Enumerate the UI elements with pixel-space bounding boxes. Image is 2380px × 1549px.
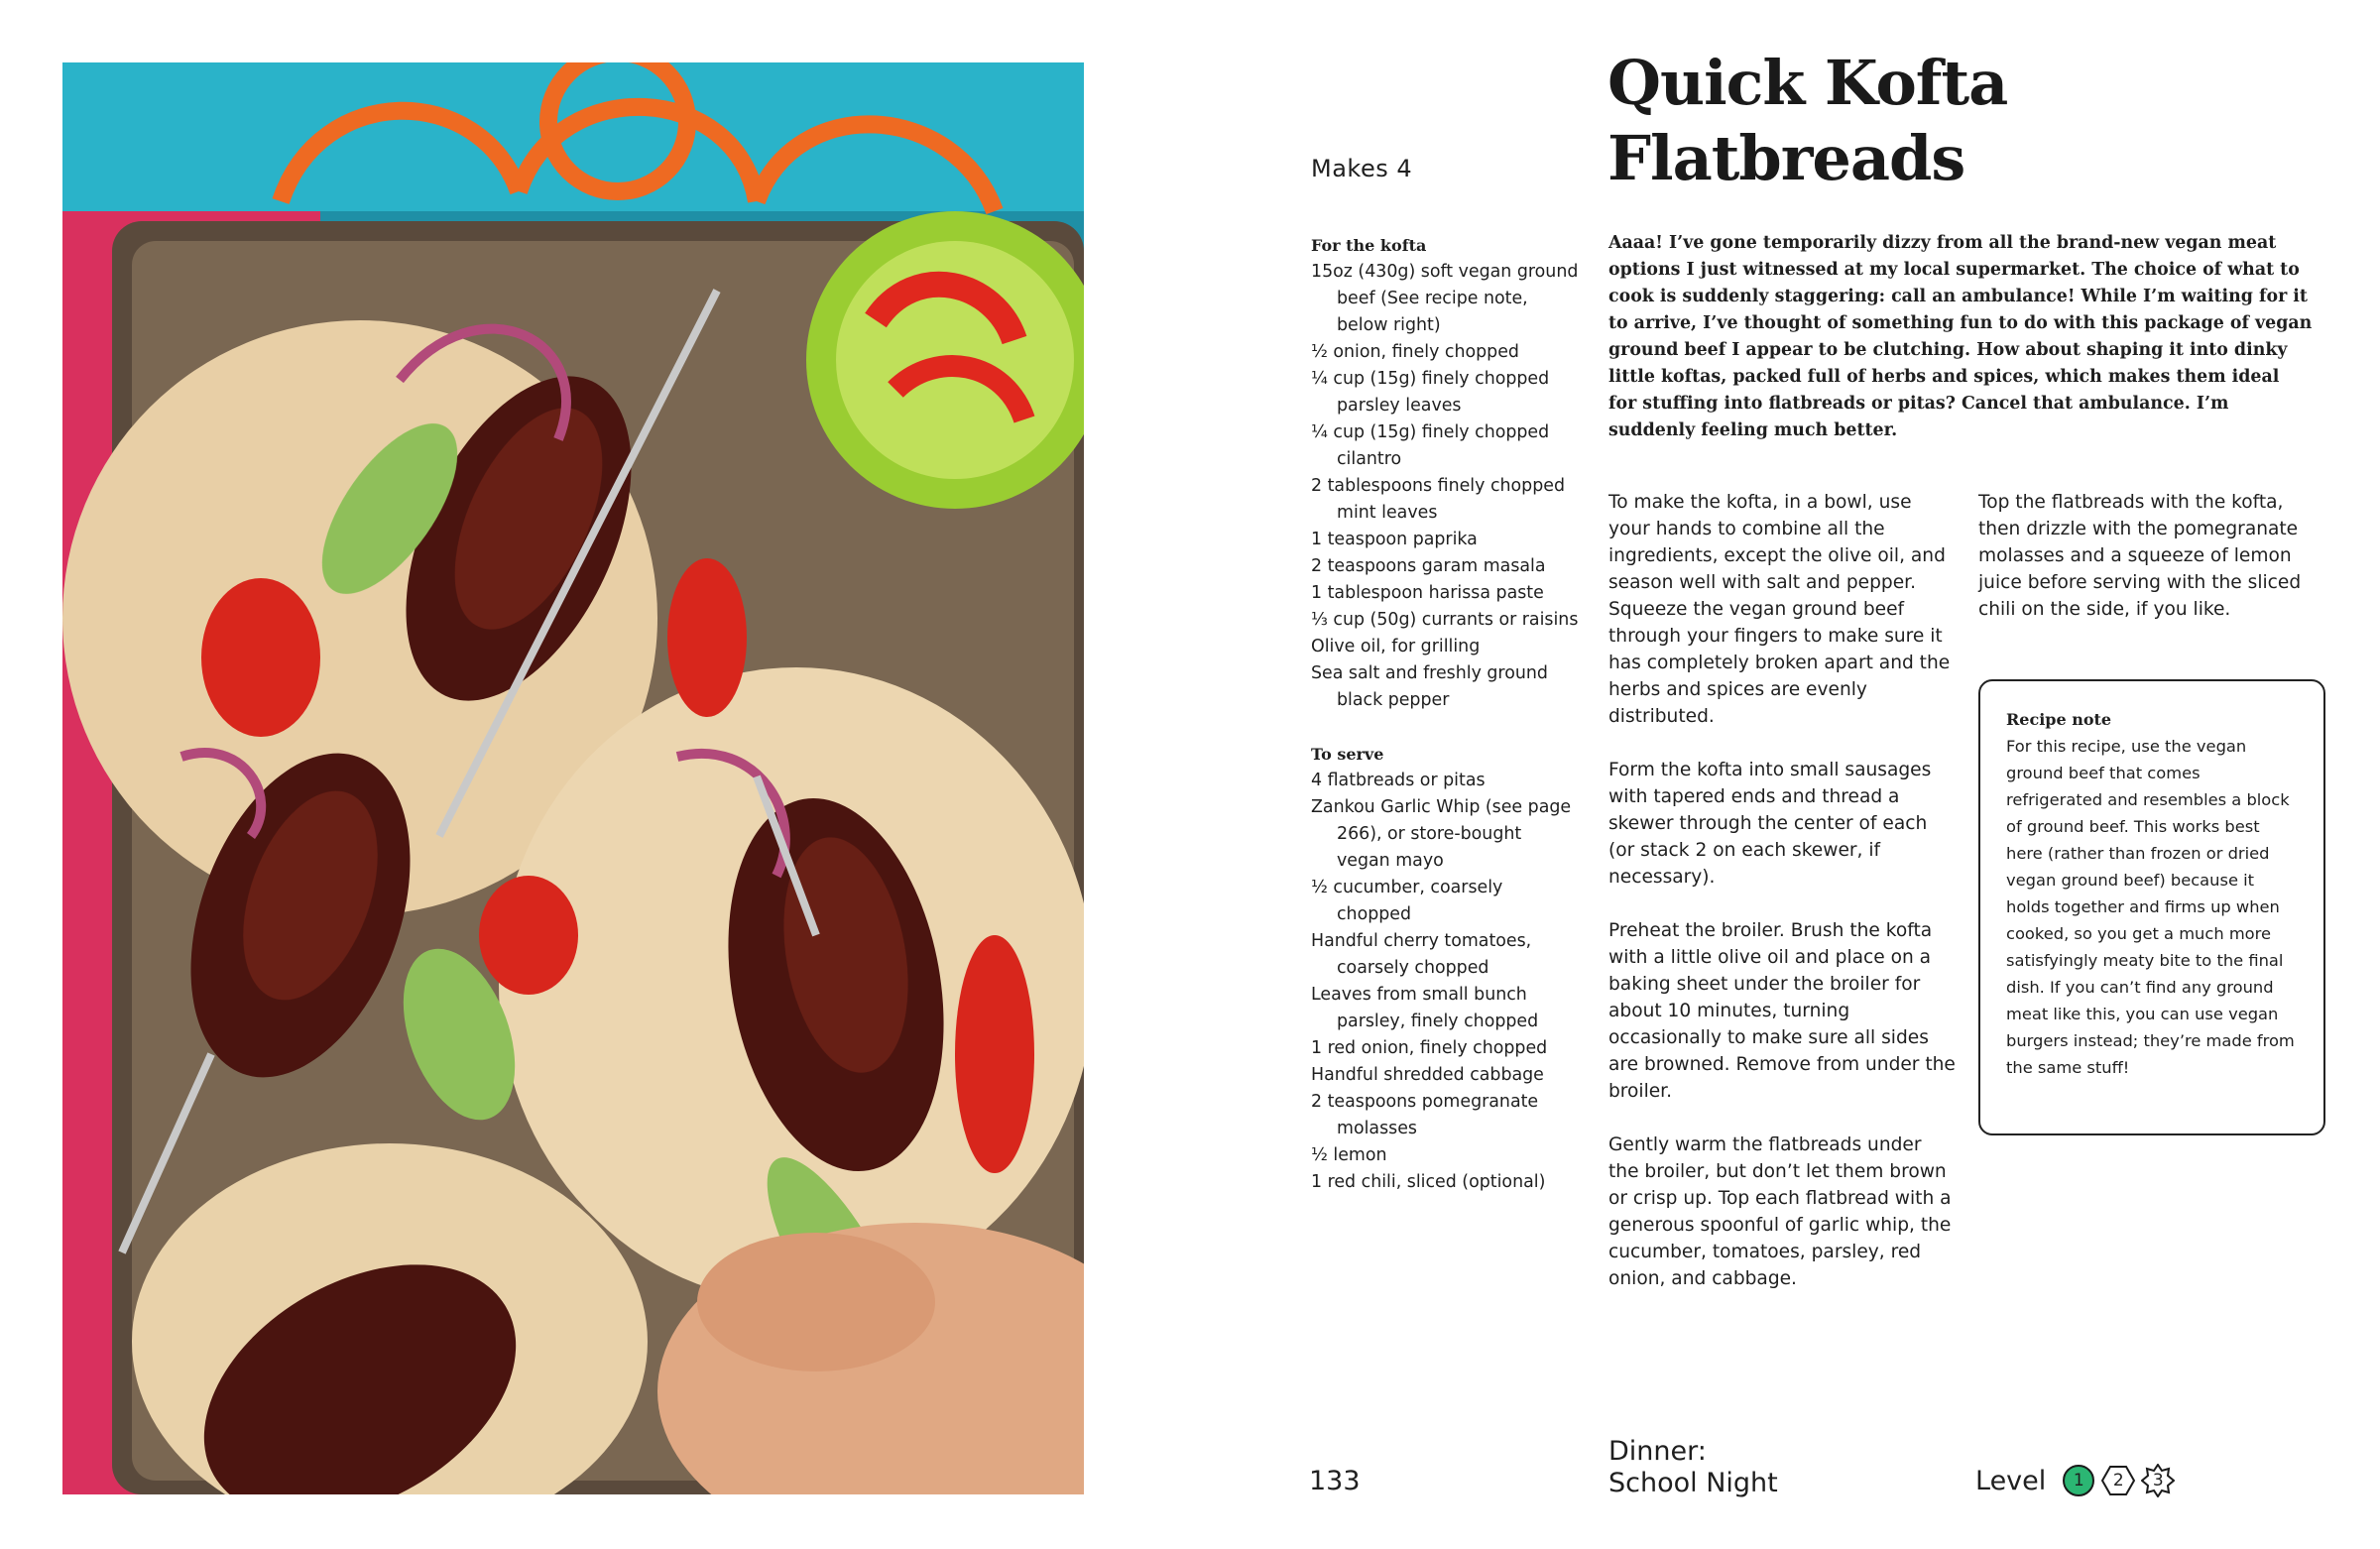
ingredient-item: 2 teaspoons pomegranate molasses [1311,1092,1539,1138]
ingredient-item: 1 teaspoon paprika [1311,530,1478,549]
title-line-1: Quick Kofta [1607,47,2008,119]
recipe-note-heading: Recipe note [2006,710,2112,729]
method-step-1: To make the kofta, in a bowl, use your hands to combine all the ingredients, except the olive oil, and season well with salt and pepper. Squeeze the vegan ground beef through your fingers to make sure it has completely broken apart and the herbs and spices are evenly distributed. [1608,492,1951,727]
ingredient-item: 2 tablespoons finely chopped mint leaves [1311,476,1565,523]
ingredients-list [1311,232,1579,1196]
level-3-number: 3 [2152,1471,2164,1490]
level-2-hexagon-icon [2101,1464,2135,1497]
ingredient-item: Handful cherry tomatoes, coarsely chopped [1311,931,1532,978]
section-label [1608,1436,1778,1499]
method-step-5: Top the flatbreads with the kofta, then drizzle with the pomegranate molasses and a squeeze of lemon juice before serving with the sliced chili on the side, if you like. [1978,492,2302,620]
ingredient-item: ¼ cup (15g) finely chopped parsley leaves [1311,369,1550,416]
ingredient-item: 1 red chili, sliced (optional) [1311,1172,1546,1192]
page-number: 133 [1309,1466,1361,1496]
ingredient-item: 15oz (430g) soft vegan ground beef (See recipe note, below right) [1311,262,1579,335]
ingredient-item: ½ onion, finely chopped [1311,342,1519,362]
serve-heading: To serve [1311,745,1384,764]
ingredient-item: Zankou Garlic Whip (see page 266), or store-bought vegan mayo [1311,797,1572,871]
ingredient-item: Olive oil, for grilling [1311,637,1481,656]
kofta-heading: For the kofta [1311,236,1427,255]
level-1-circle-icon [2062,1464,2095,1497]
servings-label: Makes 4 [1311,155,1413,182]
ingredient-item: 1 red onion, finely chopped [1311,1038,1548,1058]
ingredient-item: Leaves from small bunch parsley, finely chopped [1311,985,1539,1031]
section-line-2: School Night [1608,1468,1778,1498]
recipe-intro: Aaaa! I’ve gone temporarily dizzy from all the brand-new vegan meat options I just witnessed at my local supermarket. The choice of what to cook is suddenly staggering: call an ambulance! While I’m waiting for it to arrive, I’ve thought of something fun to do with this package of vegan ground beef I appear to be clutching. How about shaping it into dinky little koftas, packed full of herbs and spices, which makes them ideal for stuffing into flatbreads or pitas? Cancel that ambulance. I’m suddenly feeling much better. [1608,233,2313,440]
level-2-number: 2 [2112,1471,2124,1490]
serve-ingredients [1311,768,1579,1196]
title-line-2: Flatbreads [1607,122,1965,194]
method-step-4: Gently warm the flatbreads under the broiler, but don’t let them brown or crisp up. Top each flatbread with a generous spoonful of garlic whip, the cucumber, tomatoes, parsley, red onion, and cabbage. [1608,1134,1952,1289]
recipe-note-body: For this recipe, use the vegan ground beef that comes refrigerated and resembles a block of ground beef. This works best here (rather than frozen or dried vegan ground beef) because it holds together and firms up when cooked, so you get a much more satisfyingly meaty bite to the final dish. If you can’t find any ground meat like this, you can use vegan burgers instead; they’re made from the same stuff! [2006,737,2295,1077]
level-1-number: 1 [2073,1471,2084,1490]
ingredient-item: 1 tablespoon harissa paste [1311,583,1544,603]
level-3-star-icon [2141,1464,2175,1497]
ingredient-item: ⅓ cup (50g) currants or raisins [1311,610,1579,630]
difficulty-level [1975,1464,2175,1497]
ingredient-item: 4 flatbreads or pitas [1311,771,1486,790]
method-step-2: Form the kofta into small sausages with tapered ends and thread a skewer through the center of each (or stack 2 on each skewer, if necessary). [1608,760,1932,888]
section-line-1: Dinner: [1608,1436,1707,1467]
recipe-title [1607,46,2007,196]
method-column-1 [1608,489,1956,1319]
method-step-3: Preheat the broiler. Brush the kofta with a little olive oil and place on a baking sheet under the broiler for about 10 minutes, turning occasionally to make sure all sides are browned. Remove from under the broiler. [1608,920,1956,1102]
ingredient-item: ½ lemon [1311,1145,1387,1165]
ingredient-item: 2 teaspoons garam masala [1311,556,1546,576]
ingredient-item: Handful shredded cabbage [1311,1065,1544,1085]
kofta-ingredients [1311,259,1579,714]
food-photo [62,62,1084,1494]
ingredient-item: ½ cucumber, coarsely chopped [1311,878,1503,924]
ingredient-item: ¼ cup (15g) finely chopped cilantro [1311,422,1550,469]
level-label: Level [1975,1465,2047,1496]
ingredient-item: Sea salt and freshly ground black pepper [1311,663,1548,710]
recipe-note-box [1978,679,2325,1135]
